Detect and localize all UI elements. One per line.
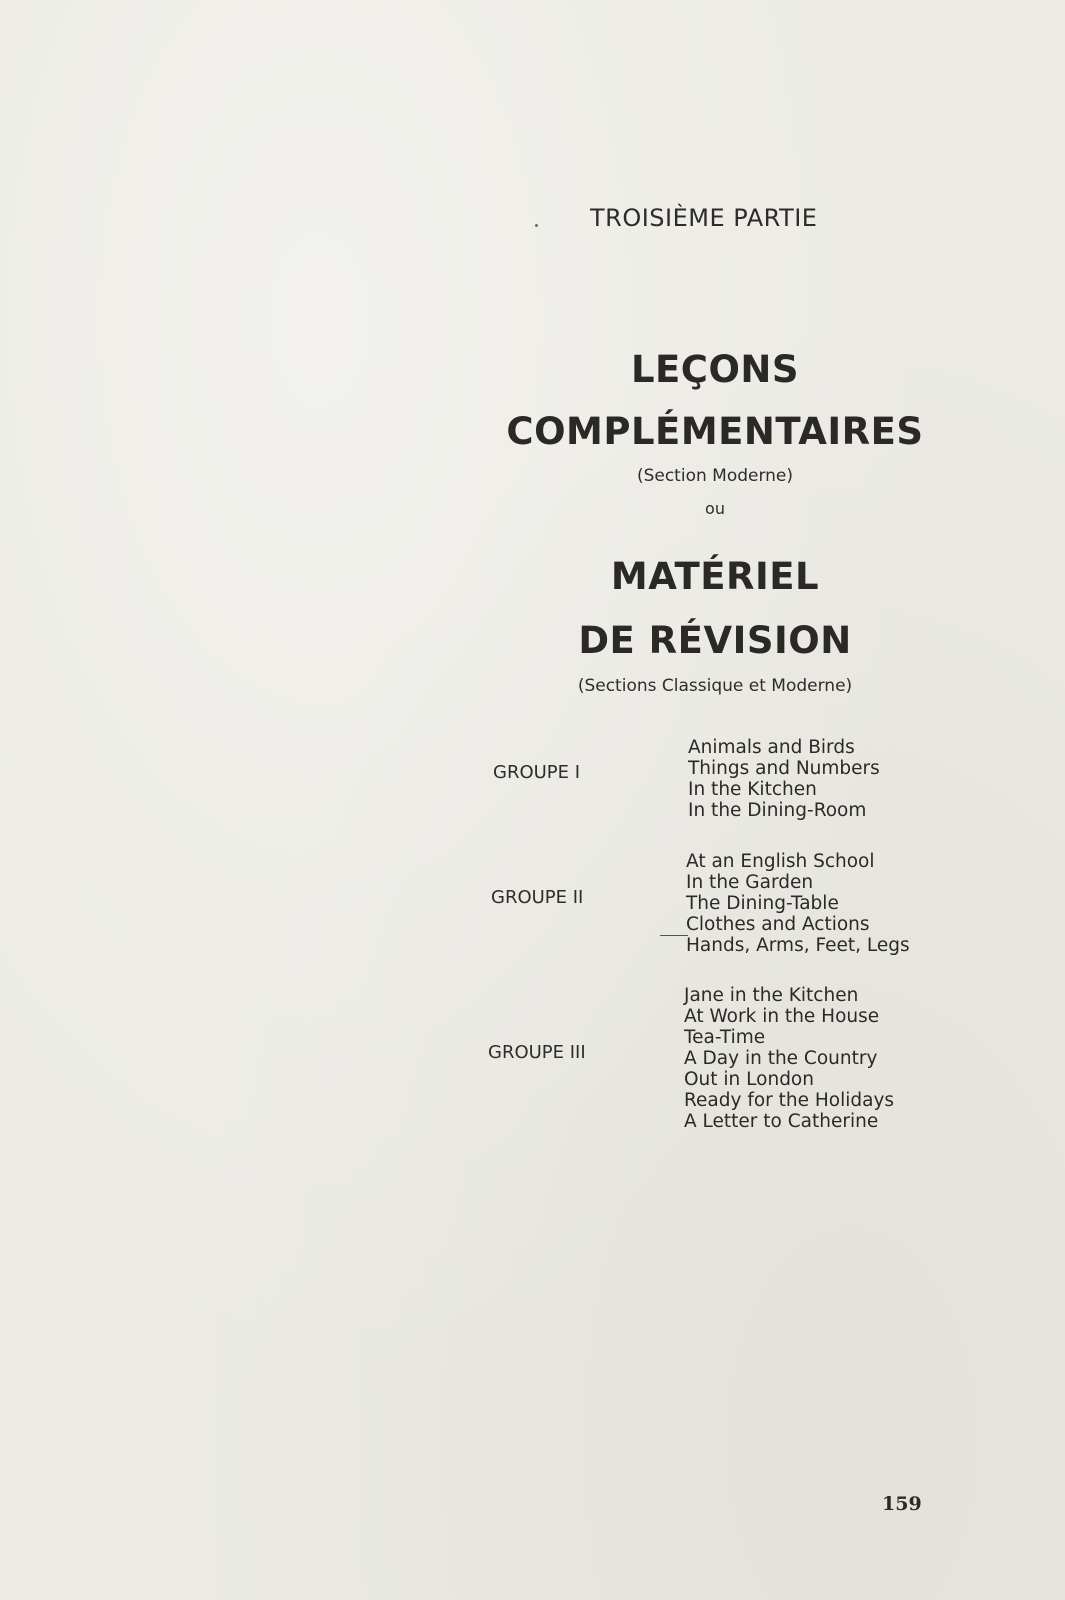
lesson-list-group-3	[684, 985, 894, 1132]
title-materiel: MATÉRIEL	[610, 555, 820, 598]
group-label-3: GROUPE III	[488, 1042, 586, 1063]
list-item: At an English School	[686, 851, 875, 872]
list-item: In the Kitchen	[688, 779, 817, 800]
list-item: Jane in the Kitchen	[684, 985, 859, 1006]
list-item: In the Garden	[686, 872, 814, 893]
list-item: A Day in the Country	[684, 1048, 878, 1069]
list-item: Ready for the Holidays	[684, 1090, 895, 1111]
pencil-dash	[660, 935, 688, 936]
list-item: The Dining-Table	[686, 893, 839, 914]
list-item: Animals and Birds	[688, 737, 855, 758]
lesson-list-group-2	[686, 851, 910, 956]
ink-speck	[535, 224, 538, 227]
subtitle-section-moderne: (Section Moderne)	[636, 466, 794, 486]
list-item: In the Dining-Room	[688, 800, 867, 821]
page-number: 159	[882, 1493, 922, 1515]
connector-ou: ou	[705, 499, 725, 518]
subtitle-sections: (Sections Classique et Moderne)	[577, 676, 853, 696]
list-item: Clothes and Actions	[686, 914, 870, 935]
title-block-lecons	[480, 340, 950, 524]
title-complementaires: COMPLÉMENTAIRES	[506, 410, 924, 453]
lesson-list-group-1	[688, 737, 880, 821]
list-item: Out in London	[684, 1069, 814, 1090]
list-item: Tea-Time	[684, 1027, 766, 1048]
title-block-materiel	[480, 545, 950, 703]
group-label-1: GROUPE I	[493, 762, 581, 783]
list-item: A Letter to Catherine	[684, 1111, 879, 1132]
title-lecons: LEÇONS	[630, 348, 800, 391]
title-de-revision: DE RÉVISION	[578, 619, 852, 662]
list-item: Things and Numbers	[688, 758, 880, 779]
list-item: At Work in the House	[684, 1006, 880, 1027]
part-label: TROISIÈME PARTIE	[590, 204, 818, 232]
list-item: Hands, Arms, Feet, Legs	[686, 935, 910, 956]
group-label-2: GROUPE II	[491, 887, 584, 908]
